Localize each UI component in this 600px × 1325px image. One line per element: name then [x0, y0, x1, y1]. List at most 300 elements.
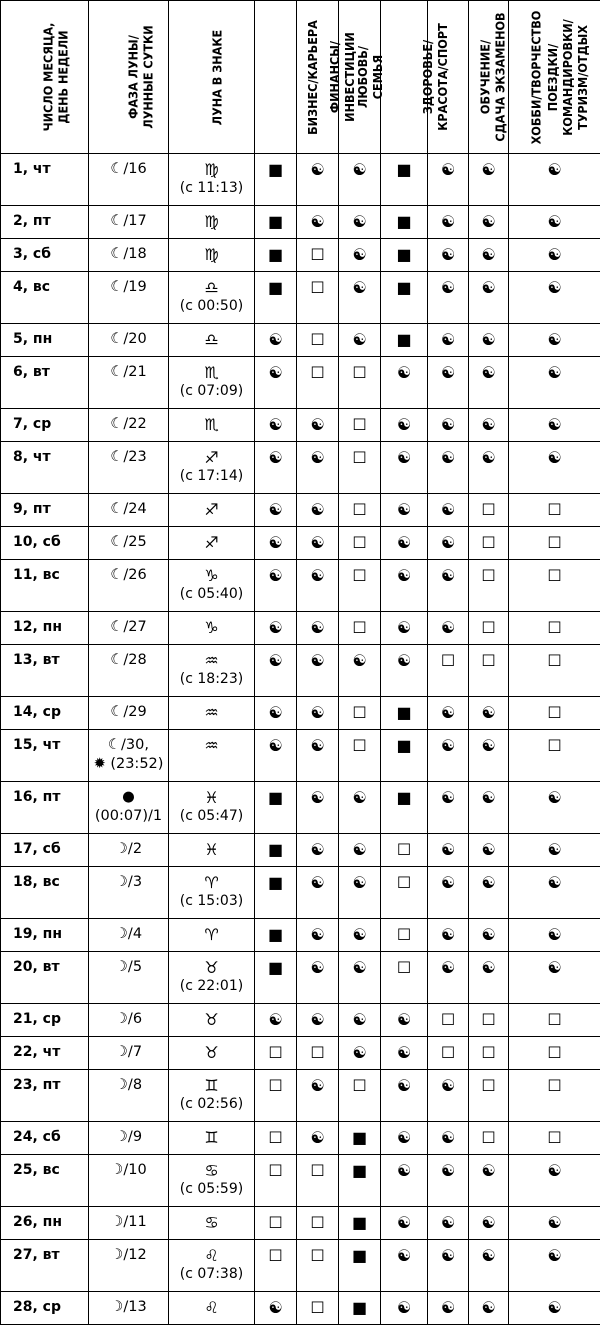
table-row — [1, 730, 600, 782]
filled-square-icon: ■ — [255, 834, 297, 867]
yin-yang-icon: ☯ — [428, 834, 469, 867]
header-line: ТУРИЗМ/ОТДЫХ — [575, 19, 590, 136]
yin-yang-icon: ☯ — [297, 206, 339, 239]
filled-square-icon: ■ — [381, 272, 428, 324]
yin-yang-icon: ☯ — [469, 1292, 509, 1325]
yin-yang-icon: ☯ — [428, 272, 469, 324]
yin-yang-icon: ☯ — [339, 834, 381, 867]
empty-square-icon: ☐ — [469, 1070, 509, 1122]
zodiac-sign-icon: ♓ — [169, 788, 254, 807]
empty-square-icon: ☐ — [255, 1207, 297, 1240]
empty-square-icon: ☐ — [255, 1037, 297, 1070]
moon-phase-cell — [89, 1292, 169, 1325]
moon-sign-cell — [169, 919, 255, 952]
yin-yang-icon: ☯ — [297, 1070, 339, 1122]
yin-yang-icon: ☯ — [509, 357, 600, 409]
yin-yang-icon: ☯ — [509, 442, 600, 494]
header-line: ЛУНА В ЗНАКЕ — [209, 29, 224, 125]
empty-square-icon: ☐ — [509, 697, 600, 730]
yin-yang-icon: ☯ — [509, 154, 600, 206]
yin-yang-icon: ☯ — [297, 154, 339, 206]
yin-yang-icon: ☯ — [381, 1037, 428, 1070]
yin-yang-icon: ☯ — [469, 409, 509, 442]
moon-sign-cell — [169, 1292, 255, 1325]
empty-square-icon: ☐ — [381, 919, 428, 952]
yin-yang-icon: ☯ — [297, 409, 339, 442]
yin-yang-icon: ☯ — [339, 952, 381, 1004]
moon-phase-cell — [89, 834, 169, 867]
yin-yang-icon: ☯ — [428, 494, 469, 527]
yin-yang-icon: ☯ — [381, 442, 428, 494]
yin-yang-icon: ☯ — [469, 919, 509, 952]
table-row — [1, 357, 600, 409]
date-cell: 5, пн — [1, 324, 89, 357]
empty-square-icon: ☐ — [509, 730, 600, 782]
date-cell: 21, ср — [1, 1004, 89, 1037]
yin-yang-icon: ☯ — [428, 730, 469, 782]
moon-sign-cell — [169, 1155, 255, 1207]
yin-yang-icon: ☯ — [428, 1155, 469, 1207]
yin-yang-icon: ☯ — [428, 1292, 469, 1325]
header-line: ЛУННЫЕ СУТКИ — [141, 25, 156, 128]
yin-yang-icon: ☯ — [469, 206, 509, 239]
yin-yang-icon: ☯ — [469, 782, 509, 834]
moon-phase-cell — [89, 154, 169, 206]
zodiac-sign-icon: ♐ — [169, 533, 254, 552]
filled-square-icon: ■ — [255, 272, 297, 324]
sign-entry-time: (с 11:13) — [169, 179, 254, 198]
yin-yang-icon: ☯ — [509, 1240, 600, 1292]
sign-entry-time: (с 05:47) — [169, 807, 254, 826]
moon-phase-line: ☾/17 — [89, 212, 168, 231]
moon-phase-cell — [89, 1004, 169, 1037]
empty-square-icon: ☐ — [428, 1037, 469, 1070]
empty-square-icon: ☐ — [297, 239, 339, 272]
yin-yang-icon: ☯ — [255, 357, 297, 409]
moon-phase-cell — [89, 206, 169, 239]
yin-yang-icon: ☯ — [428, 612, 469, 645]
yin-yang-icon: ☯ — [509, 206, 600, 239]
header-line: ФАЗА ЛУНЫ/ — [126, 25, 141, 128]
date-cell: 17, сб — [1, 834, 89, 867]
table-row — [1, 1240, 600, 1292]
moon-phase-line: ☽/10 — [89, 1161, 168, 1180]
yin-yang-icon: ☯ — [339, 782, 381, 834]
moon-sign-cell — [169, 206, 255, 239]
header-line: ПОЕЗДКИ/ — [545, 19, 560, 136]
empty-square-icon: ☐ — [339, 442, 381, 494]
moon-sign-cell — [169, 527, 255, 560]
table-row — [1, 324, 600, 357]
moon-phase-cell — [89, 1037, 169, 1070]
header-line: КРАСОТА/СПОРТ — [435, 23, 450, 131]
header-line: ИНВЕСТИЦИИ — [342, 32, 357, 122]
zodiac-sign-icon: ♒ — [169, 703, 254, 722]
date-cell: 1, чт — [1, 154, 89, 206]
moon-sign-cell — [169, 409, 255, 442]
date-cell: 6, вт — [1, 357, 89, 409]
yin-yang-icon: ☯ — [469, 1240, 509, 1292]
column-header — [1, 1, 89, 154]
yin-yang-icon: ☯ — [381, 1155, 428, 1207]
filled-square-icon: ■ — [255, 867, 297, 919]
yin-yang-icon: ☯ — [469, 834, 509, 867]
moon-phase-line: ☽/11 — [89, 1213, 168, 1232]
moon-sign-cell — [169, 782, 255, 834]
empty-square-icon: ☐ — [255, 1122, 297, 1155]
moon-phase-line: ☽/2 — [89, 840, 168, 859]
empty-square-icon: ☐ — [469, 612, 509, 645]
table-row — [1, 560, 600, 612]
date-cell: 15, чт — [1, 730, 89, 782]
column-header — [509, 1, 600, 154]
zodiac-sign-icon: ♉ — [169, 1010, 254, 1029]
empty-square-icon: ☐ — [469, 494, 509, 527]
date-cell: 3, сб — [1, 239, 89, 272]
moon-sign-cell — [169, 1122, 255, 1155]
moon-phase-line: ☾/25 — [89, 533, 168, 552]
zodiac-sign-icon: ♍ — [169, 212, 254, 231]
yin-yang-icon: ☯ — [255, 442, 297, 494]
filled-square-icon: ■ — [255, 919, 297, 952]
yin-yang-icon: ☯ — [255, 527, 297, 560]
table-row — [1, 1004, 600, 1037]
header-row — [1, 1, 600, 154]
moon-phase-cell — [89, 272, 169, 324]
yin-yang-icon: ☯ — [428, 409, 469, 442]
empty-square-icon: ☐ — [509, 1037, 600, 1070]
yin-yang-icon: ☯ — [509, 324, 600, 357]
yin-yang-icon: ☯ — [469, 442, 509, 494]
yin-yang-icon: ☯ — [469, 867, 509, 919]
date-cell: 16, пт — [1, 782, 89, 834]
yin-yang-icon: ☯ — [428, 154, 469, 206]
empty-square-icon: ☐ — [255, 1155, 297, 1207]
filled-square-icon: ■ — [381, 782, 428, 834]
yin-yang-icon: ☯ — [428, 1207, 469, 1240]
sign-entry-time: (с 15:03) — [169, 892, 254, 911]
yin-yang-icon: ☯ — [339, 867, 381, 919]
yin-yang-icon: ☯ — [297, 834, 339, 867]
yin-yang-icon: ☯ — [297, 442, 339, 494]
date-cell: 14, ср — [1, 697, 89, 730]
header-line: СЕМЬЯ — [370, 46, 385, 108]
moon-phase-line: ☾/23 — [89, 448, 168, 467]
empty-square-icon: ☐ — [339, 527, 381, 560]
zodiac-sign-icon: ♒ — [169, 651, 254, 670]
moon-phase-line: ☾/18 — [89, 245, 168, 264]
filled-square-icon: ■ — [381, 324, 428, 357]
empty-square-icon: ☐ — [339, 409, 381, 442]
yin-yang-icon: ☯ — [297, 1122, 339, 1155]
yin-yang-icon: ☯ — [428, 1070, 469, 1122]
zodiac-sign-icon: ♑ — [169, 618, 254, 637]
yin-yang-icon: ☯ — [428, 782, 469, 834]
moon-phase-cell — [89, 239, 169, 272]
header-line: ЧИСЛО МЕСЯЦА, — [40, 23, 55, 132]
yin-yang-icon: ☯ — [428, 919, 469, 952]
date-cell: 9, пт — [1, 494, 89, 527]
yin-yang-icon: ☯ — [339, 1037, 381, 1070]
yin-yang-icon: ☯ — [381, 612, 428, 645]
table-row — [1, 494, 600, 527]
zodiac-sign-icon: ♊ — [169, 1128, 254, 1147]
table-row — [1, 272, 600, 324]
yin-yang-icon: ☯ — [339, 919, 381, 952]
column-header-label — [209, 29, 224, 125]
moon-phase-cell — [89, 730, 169, 782]
yin-yang-icon: ☯ — [255, 494, 297, 527]
moon-sign-cell — [169, 324, 255, 357]
table-row — [1, 409, 600, 442]
moon-phase-cell — [89, 645, 169, 697]
sign-entry-time: (с 18:23) — [169, 670, 254, 689]
filled-square-icon: ■ — [255, 154, 297, 206]
date-cell: 28, ср — [1, 1292, 89, 1325]
date-cell: 13, вт — [1, 645, 89, 697]
yin-yang-icon: ☯ — [339, 1004, 381, 1037]
yin-yang-icon: ☯ — [469, 357, 509, 409]
moon-phase-line: ☽/8 — [89, 1076, 168, 1095]
moon-sign-cell — [169, 1004, 255, 1037]
date-cell: 2, пт — [1, 206, 89, 239]
moon-phase-cell — [89, 782, 169, 834]
yin-yang-icon: ☯ — [255, 1292, 297, 1325]
moon-sign-cell — [169, 697, 255, 730]
yin-yang-icon: ☯ — [255, 560, 297, 612]
yin-yang-icon: ☯ — [339, 645, 381, 697]
moon-phase-cell — [89, 919, 169, 952]
moon-phase-line: (00:07)/1 — [89, 807, 168, 826]
yin-yang-icon: ☯ — [381, 1070, 428, 1122]
filled-square-icon: ■ — [339, 1122, 381, 1155]
date-cell: 7, ср — [1, 409, 89, 442]
zodiac-sign-icon: ♓ — [169, 840, 254, 859]
empty-square-icon: ☐ — [469, 1122, 509, 1155]
table-row — [1, 919, 600, 952]
empty-square-icon: ☐ — [297, 1292, 339, 1325]
yin-yang-icon: ☯ — [339, 324, 381, 357]
yin-yang-icon: ☯ — [381, 357, 428, 409]
zodiac-sign-icon: ♍ — [169, 160, 254, 179]
zodiac-sign-icon: ♏ — [169, 415, 254, 434]
moon-sign-cell — [169, 1037, 255, 1070]
zodiac-sign-icon: ♐ — [169, 500, 254, 519]
yin-yang-icon: ☯ — [381, 527, 428, 560]
empty-square-icon: ☐ — [381, 952, 428, 1004]
yin-yang-icon: ☯ — [297, 1004, 339, 1037]
date-cell: 10, сб — [1, 527, 89, 560]
date-cell: 27, вт — [1, 1240, 89, 1292]
yin-yang-icon: ☯ — [509, 409, 600, 442]
header-line: ХОББИ/ТВОРЧЕСТВО — [528, 10, 543, 144]
yin-yang-icon: ☯ — [381, 1207, 428, 1240]
yin-yang-icon: ☯ — [381, 1004, 428, 1037]
zodiac-sign-icon: ♈ — [169, 925, 254, 944]
sign-entry-time: (с 05:40) — [169, 585, 254, 604]
moon-sign-cell — [169, 357, 255, 409]
empty-square-icon: ☐ — [297, 1207, 339, 1240]
filled-square-icon: ■ — [255, 952, 297, 1004]
sign-entry-time: (с 07:09) — [169, 382, 254, 401]
column-header-label — [420, 23, 450, 131]
filled-square-icon: ■ — [381, 154, 428, 206]
table-row — [1, 834, 600, 867]
moon-phase-line: ☽/12 — [89, 1246, 168, 1265]
table-row — [1, 1037, 600, 1070]
table-row — [1, 645, 600, 697]
yin-yang-icon: ☯ — [255, 730, 297, 782]
moon-phase-cell — [89, 442, 169, 494]
moon-phase-line: ☽/6 — [89, 1010, 168, 1029]
moon-sign-cell — [169, 154, 255, 206]
filled-square-icon: ■ — [381, 730, 428, 782]
moon-sign-cell — [169, 612, 255, 645]
header-line: СДАЧА ЭКЗАМЕНОВ — [493, 12, 508, 141]
header-line: ФИНАНСЫ/ — [327, 32, 342, 122]
empty-square-icon: ☐ — [469, 1037, 509, 1070]
moon-phase-line: ☽/4 — [89, 925, 168, 944]
column-header-label — [528, 10, 543, 144]
table-row — [1, 206, 600, 239]
yin-yang-icon: ☯ — [297, 919, 339, 952]
table-row — [1, 697, 600, 730]
date-cell: 23, пт — [1, 1070, 89, 1122]
moon-sign-cell — [169, 272, 255, 324]
empty-square-icon: ☐ — [381, 834, 428, 867]
filled-square-icon: ■ — [255, 239, 297, 272]
zodiac-sign-icon: ♑ — [169, 566, 254, 585]
zodiac-sign-icon: ♉ — [169, 1043, 254, 1062]
header-line: БИЗНЕС/КАРЬЕРА — [305, 20, 320, 135]
table-row — [1, 782, 600, 834]
filled-square-icon: ■ — [381, 206, 428, 239]
yin-yang-icon: ☯ — [381, 645, 428, 697]
date-cell: 25, вс — [1, 1155, 89, 1207]
empty-square-icon: ☐ — [297, 1037, 339, 1070]
filled-square-icon: ■ — [381, 697, 428, 730]
date-cell: 26, пн — [1, 1207, 89, 1240]
column-header-label — [355, 46, 385, 108]
moon-phase-cell — [89, 612, 169, 645]
table-row — [1, 1155, 600, 1207]
empty-square-icon: ☐ — [509, 1122, 600, 1155]
empty-square-icon: ☐ — [509, 1004, 600, 1037]
yin-yang-icon: ☯ — [428, 527, 469, 560]
empty-square-icon: ☐ — [428, 645, 469, 697]
empty-square-icon: ☐ — [509, 560, 600, 612]
table-row — [1, 1122, 600, 1155]
moon-phase-line: ☾/26 — [89, 566, 168, 585]
empty-square-icon: ☐ — [297, 1240, 339, 1292]
yin-yang-icon: ☯ — [297, 645, 339, 697]
yin-yang-icon: ☯ — [428, 357, 469, 409]
filled-square-icon: ■ — [339, 1207, 381, 1240]
header-line: КОМАНДИРОВКИ/ — [560, 19, 575, 136]
date-cell: 24, сб — [1, 1122, 89, 1155]
moon-phase-line: ☾/20 — [89, 330, 168, 349]
table-row — [1, 952, 600, 1004]
date-cell: 8, чт — [1, 442, 89, 494]
table-row — [1, 239, 600, 272]
moon-phase-line: ☽/9 — [89, 1128, 168, 1147]
moon-phase-cell — [89, 409, 169, 442]
yin-yang-icon: ☯ — [469, 239, 509, 272]
yin-yang-icon: ☯ — [381, 1292, 428, 1325]
yin-yang-icon: ☯ — [428, 1122, 469, 1155]
empty-square-icon: ☐ — [509, 527, 600, 560]
filled-square-icon: ■ — [339, 1155, 381, 1207]
moon-sign-cell — [169, 442, 255, 494]
yin-yang-icon: ☯ — [428, 324, 469, 357]
yin-yang-icon: ☯ — [255, 645, 297, 697]
moon-phase-line: ☾/27 — [89, 618, 168, 637]
yin-yang-icon: ☯ — [255, 697, 297, 730]
empty-square-icon: ☐ — [297, 357, 339, 409]
yin-yang-icon: ☯ — [428, 952, 469, 1004]
moon-sign-cell — [169, 952, 255, 1004]
empty-square-icon: ☐ — [469, 1004, 509, 1037]
moon-phase-line: ☾/24 — [89, 500, 168, 519]
moon-phase-cell — [89, 527, 169, 560]
yin-yang-icon: ☯ — [428, 442, 469, 494]
empty-square-icon: ☐ — [339, 494, 381, 527]
column-header-label — [327, 32, 357, 122]
column-header-label — [478, 12, 508, 141]
column-header-label — [40, 23, 70, 132]
zodiac-sign-icon: ♊ — [169, 1076, 254, 1095]
moon-phase-cell — [89, 1207, 169, 1240]
yin-yang-icon: ☯ — [381, 409, 428, 442]
zodiac-sign-icon: ♈ — [169, 873, 254, 892]
header-line: ЗДОРОВЬЕ/ — [420, 23, 435, 131]
yin-yang-icon: ☯ — [428, 697, 469, 730]
date-cell: 11, вс — [1, 560, 89, 612]
moon-sign-cell — [169, 1240, 255, 1292]
table-row — [1, 1292, 600, 1325]
filled-square-icon: ■ — [339, 1292, 381, 1325]
yin-yang-icon: ☯ — [469, 697, 509, 730]
yin-yang-icon: ☯ — [297, 612, 339, 645]
zodiac-sign-icon: ♒ — [169, 736, 254, 755]
moon-phase-line: ☾/30, — [89, 736, 168, 755]
empty-square-icon: ☐ — [339, 697, 381, 730]
moon-sign-cell — [169, 1070, 255, 1122]
moon-phase-cell — [89, 1240, 169, 1292]
yin-yang-icon: ☯ — [297, 494, 339, 527]
yin-yang-icon: ☯ — [297, 867, 339, 919]
yin-yang-icon: ☯ — [509, 867, 600, 919]
yin-yang-icon: ☯ — [428, 206, 469, 239]
table-row — [1, 527, 600, 560]
empty-square-icon: ☐ — [469, 560, 509, 612]
yin-yang-icon: ☯ — [381, 1122, 428, 1155]
yin-yang-icon: ☯ — [297, 697, 339, 730]
moon-sign-cell — [169, 239, 255, 272]
zodiac-sign-icon: ♋ — [169, 1213, 254, 1232]
yin-yang-icon: ☯ — [509, 1292, 600, 1325]
moon-phase-line: ✹ (23:52) — [89, 755, 168, 774]
zodiac-sign-icon: ♌ — [169, 1246, 254, 1265]
yin-yang-icon: ☯ — [339, 154, 381, 206]
empty-square-icon: ☐ — [509, 645, 600, 697]
yin-yang-icon: ☯ — [509, 919, 600, 952]
empty-square-icon: ☐ — [297, 272, 339, 324]
empty-square-icon: ☐ — [339, 612, 381, 645]
moon-phase-line: ☽/13 — [89, 1298, 168, 1317]
empty-square-icon: ☐ — [297, 324, 339, 357]
yin-yang-icon: ☯ — [255, 1004, 297, 1037]
